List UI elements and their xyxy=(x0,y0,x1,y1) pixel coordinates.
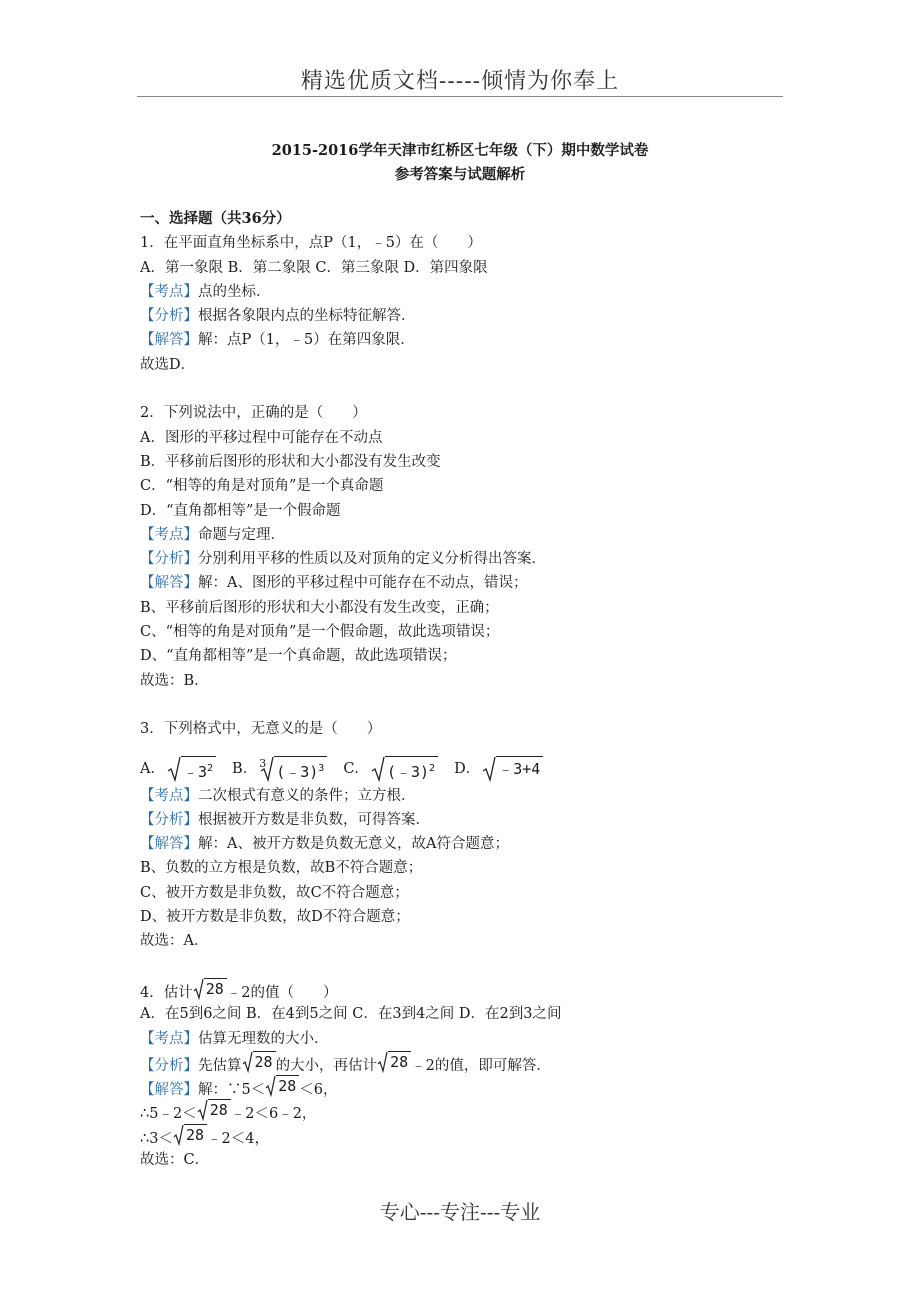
q3-kaodian: 【考点】二次根式有意义的条件；立方根． xyxy=(140,787,416,804)
q3-analysis-b: B、负数的立方根是负数，故B不符合题意； xyxy=(140,860,423,877)
content xyxy=(140,207,800,1172)
fenxi-tag: 【分析】 xyxy=(140,551,198,568)
sqrt-paren-neg-3-squared: (﹣3)$^2$ xyxy=(371,756,438,782)
radical-sign-icon xyxy=(173,1124,184,1146)
q3-option-b: B． 3 (﹣3)$^3$ xyxy=(232,756,329,782)
q1-stem: 1．在平面直角坐标系中，点P（1，﹣5）在（ ） xyxy=(140,235,482,252)
sqrt-28: 28 xyxy=(242,1051,276,1073)
radical-sign-icon xyxy=(197,1099,208,1121)
q3-fenxi: 【分析】根据被开方数是非负数，可得答案． xyxy=(140,811,430,828)
q4-step2: ∴3＜ 28 ﹣2＜4， xyxy=(140,1125,269,1147)
q4-options: A．在5到6之间 B．在4到5之间 C．在3到4之间 D．在2到3之间 xyxy=(140,1006,562,1023)
radical-sign-icon xyxy=(377,1051,388,1073)
radical-sign-icon xyxy=(482,756,496,782)
kaodian-tag: 【考点】 xyxy=(140,787,198,804)
sqrt-neg-3-squared: $﹣3^2$ xyxy=(167,756,216,782)
page-header: 精选优质文档-----倾情为你奉上 xyxy=(300,69,620,94)
q1-options: A．第一象限 B．第二象限 C．第三象限 D．第四象限 xyxy=(140,259,488,276)
header-rule xyxy=(137,96,783,97)
q2-analysis-b: B、平移前后图形的形状和大小都没有发生改变，正确； xyxy=(140,599,499,616)
fenxi-tag: 【分析】 xyxy=(140,811,198,828)
q3-option-c: C． (﹣3)$^2$ xyxy=(343,756,440,782)
sqrt-28: 28 xyxy=(193,978,227,1000)
q3-result: 故选：A． xyxy=(140,933,209,950)
q4-fenxi: 【分析】先估算 28 的大小，再估计 28 ﹣2的值，即可解答． xyxy=(140,1052,551,1074)
q2-option-c: C．“相等的角是对顶角”是一个真命题 xyxy=(140,478,384,495)
q2-result: 故选：B． xyxy=(140,672,209,689)
q1-result: 故选D． xyxy=(140,356,196,373)
cbrt-neg-3-cubed: 3 (﹣3)$^3$ xyxy=(259,756,327,782)
q1-kaodian: 【考点】点的坐标． xyxy=(140,283,271,300)
q4-jieda: 【解答】解：∵5＜ 28 ＜6， xyxy=(140,1077,338,1099)
jieda-tag: 【解答】 xyxy=(140,1082,198,1099)
q2-jieda: 【解答】解：A、图形的平移过程中可能存在不动点，错误； xyxy=(140,575,528,592)
jieda-tag: 【解答】 xyxy=(140,836,198,853)
radical-sign-icon xyxy=(193,978,204,1000)
kaodian-tag: 【考点】 xyxy=(140,283,198,300)
q2-option-b: B．平移前后图形的形状和大小都没有发生改变 xyxy=(140,453,441,470)
q2-option-a: A．图形的平移过程中可能存在不动点 xyxy=(140,429,383,446)
q3-option-d: D． ﹣3+4 xyxy=(454,756,545,782)
kaodian-tag: 【考点】 xyxy=(140,526,198,543)
q4-kaodian: 【考点】估算无理数的大小． xyxy=(140,1030,329,1047)
q2-option-d: D．“直角都相等”是一个假命题 xyxy=(140,502,341,519)
exam-subtitle: 参考答案与试题解析 xyxy=(394,166,526,183)
radical-sign-icon xyxy=(167,756,181,782)
fenxi-tag: 【分析】 xyxy=(140,1057,198,1074)
q3-analysis-d: D、被开方数是非负数，故D不符合题意； xyxy=(140,909,410,926)
radical-sign-icon xyxy=(371,756,385,782)
sqrt-neg-3-plus-4: ﹣3+4 xyxy=(482,756,543,782)
sqrt-28: 28 xyxy=(265,1075,299,1097)
q1-jieda: 【解答】解：点P（1，﹣5）在第四象限． xyxy=(140,332,415,349)
q2-analysis-d: D、“直角都相等”是一个真命题，故此选项错误； xyxy=(140,648,457,665)
q1-fenxi: 【分析】根据各象限内点的坐标特征解答． xyxy=(140,308,416,325)
exam-title: 2015-2016学年天津市红桥区七年级（下）期中数学试卷 xyxy=(271,142,649,159)
page-footer: 专心---专注---专业 xyxy=(379,1200,541,1224)
q3-analysis-c: C、被开方数是非负数，故C不符合题意； xyxy=(140,884,409,901)
section-heading: 一、选择题（共36分） xyxy=(140,210,291,227)
kaodian-tag: 【考点】 xyxy=(140,1030,198,1047)
q4-result: 故选：C． xyxy=(140,1151,210,1168)
q2-kaodian: 【考点】命题与定理． xyxy=(140,526,285,543)
q3-stem: 3．下列格式中，无意义的是（ ） xyxy=(140,721,382,738)
q4-stem: 4．估计 28 ﹣2的值（ ） xyxy=(140,979,338,1001)
q4-step1: ∴5﹣2＜ 28 ﹣2＜6﹣2， xyxy=(140,1101,317,1123)
jieda-tag: 【解答】 xyxy=(140,332,198,349)
q3-option-a: A． $﹣3^2$ xyxy=(140,756,218,782)
sqrt-28: 28 xyxy=(377,1051,411,1073)
q3-jieda: 【解答】解：A、被开方数是负数无意义，故A符合题意； xyxy=(140,836,509,853)
jieda-tag: 【解答】 xyxy=(140,575,198,592)
radical-sign-icon xyxy=(265,1075,276,1097)
radical-sign-icon xyxy=(242,1051,253,1073)
sqrt-28: 28 xyxy=(173,1124,207,1146)
sqrt-28: 28 xyxy=(197,1099,231,1121)
q2-stem: 2．下列说法中，正确的是（ ） xyxy=(140,405,367,422)
fenxi-tag: 【分析】 xyxy=(140,308,198,325)
q2-fenxi: 【分析】分别利用平移的性质以及对顶角的定义分析得出答案． xyxy=(140,551,546,568)
q3-options xyxy=(140,742,800,784)
q2-analysis-c: C、“相等的角是对顶角”是一个假命题，故此选项错误； xyxy=(140,624,500,641)
